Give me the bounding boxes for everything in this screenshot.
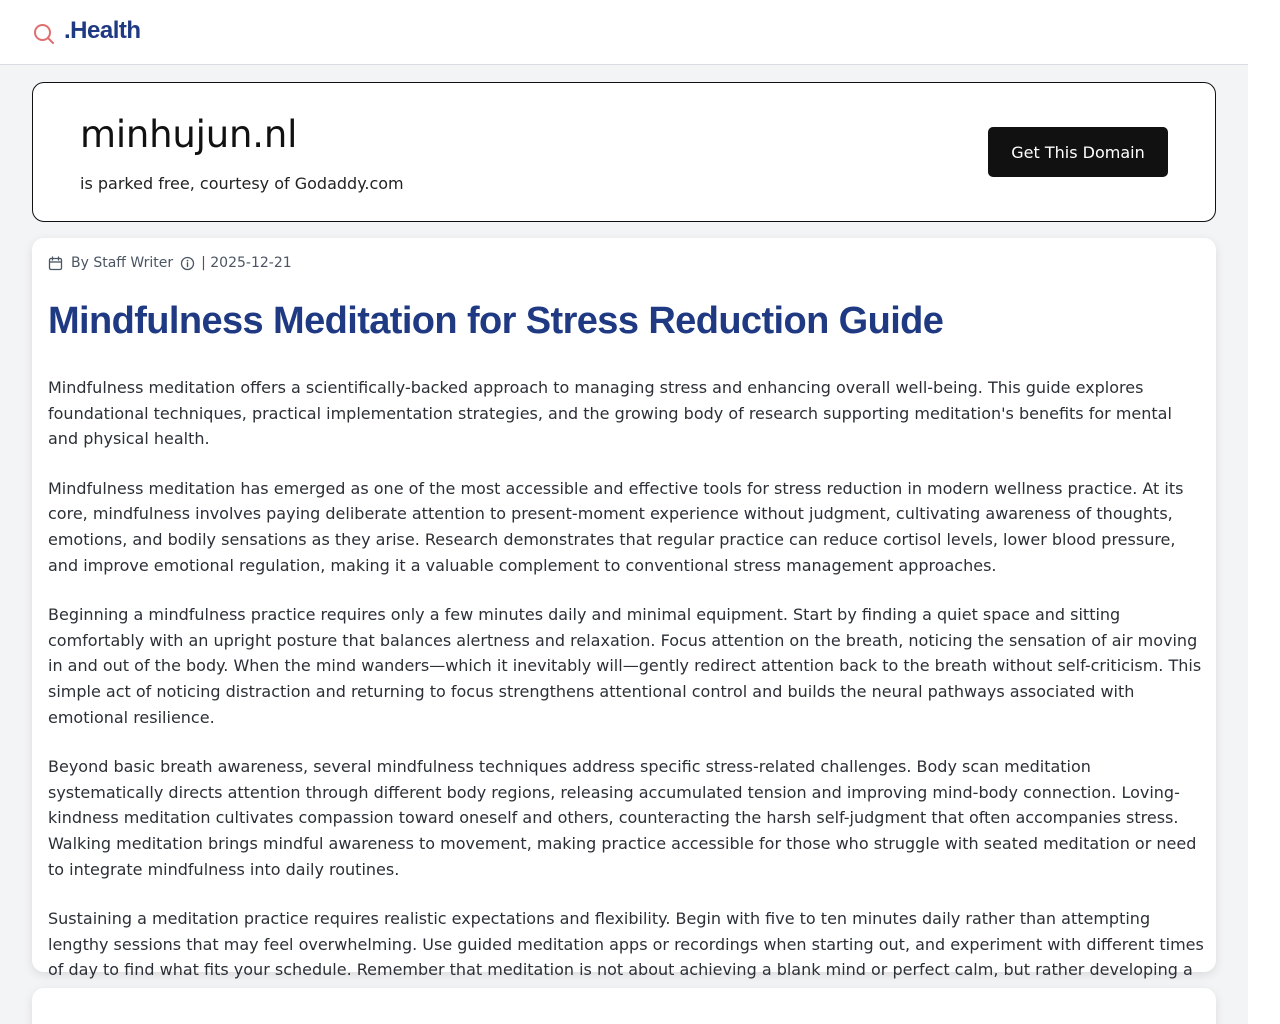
domain-subtitle: is parked free, courtesy of Godaddy.com xyxy=(80,174,404,193)
domain-banner xyxy=(32,82,1216,222)
calendar-icon xyxy=(48,256,63,271)
article-paragraph: Beginning a mindfulness practice requires only a few minutes daily and minimal equipment. Start by finding a quiet space and sitting comfortably with an upright posture that balances alertness and relaxation. Focus attention on the breath, noticing the sensation of air moving in and out of the body. When the mind wanders—which it inevitably will—gently redirect attention back to the breath without self-criticism. This simple act of noticing distraction and returning to focus strengthens attentional control and builds the neural pathways associated with emotional resilience. xyxy=(48,605,1202,727)
next-article-card xyxy=(32,988,1216,1024)
brand-link[interactable] xyxy=(33,17,141,45)
info-icon xyxy=(180,256,195,271)
article-card xyxy=(32,238,1216,980)
article-paragraph: Mindfulness meditation offers a scientifically-backed approach to managing stress and enhancing overall well-being. This guide explores foundational techniques, practical implementation strategies, and the growing body of research supporting meditation's benefits for mental and physical health. xyxy=(48,378,1172,449)
article-paragraph: Beyond basic breath awareness, several mindfulness techniques address specific stress-related challenges. Body scan meditation systematically directs attention through different body regions, releasing accumulated tension and improving mind-body connection. Loving-kindness meditation cultivates compassion toward oneself and others, counteracting the harsh self-judgment that often accompanies stress. Walking meditation brings mindful awareness to movement, making practice accessible for those who struggle with seated meditation or need to integrate mindfulness into daily routines. xyxy=(48,757,1197,879)
get-domain-button[interactable]: Get This Domain xyxy=(988,127,1168,177)
brand-name: .Health xyxy=(64,17,141,44)
article-body xyxy=(48,375,1204,1024)
article-author: By Staff Writer xyxy=(71,255,174,271)
domain-name: minhujun.nl xyxy=(80,113,298,156)
search-icon xyxy=(33,23,55,45)
article-paragraph: Mindfulness meditation has emerged as one of the most accessible and effective tools for stress reduction in modern wellness practice. At its core, mindfulness involves paying deliberate attention to present-moment experience without judgment, cultivating awareness of thoughts, emotions, and bodily sensations as they arise. Research demonstrates that regular practice can reduce cortisol levels, lower blood pressure, and improve emotional regulation, making it a valuable complement to conventional stress management approaches. xyxy=(48,478,1184,575)
article-meta xyxy=(48,255,292,271)
site-header xyxy=(0,0,1248,65)
article-title: Mindfulness Meditation for Stress Reduction Guide xyxy=(48,300,944,342)
article-date: | 2025-12-21 xyxy=(201,255,292,271)
scrollbar[interactable] xyxy=(1248,0,1280,1024)
article-paragraph: Sustaining a meditation practice requires realistic expectations and flexibility. Begin with five to ten minutes daily rather than attempting lengthy sessions that may feel overwhelming. Use guided meditation apps or recordings when starting out, and experiment with different times of day to find what fits your schedule. Remember that meditation is not about achieving a blank mind or perfect calm, but rather developing a xyxy=(48,909,1204,980)
